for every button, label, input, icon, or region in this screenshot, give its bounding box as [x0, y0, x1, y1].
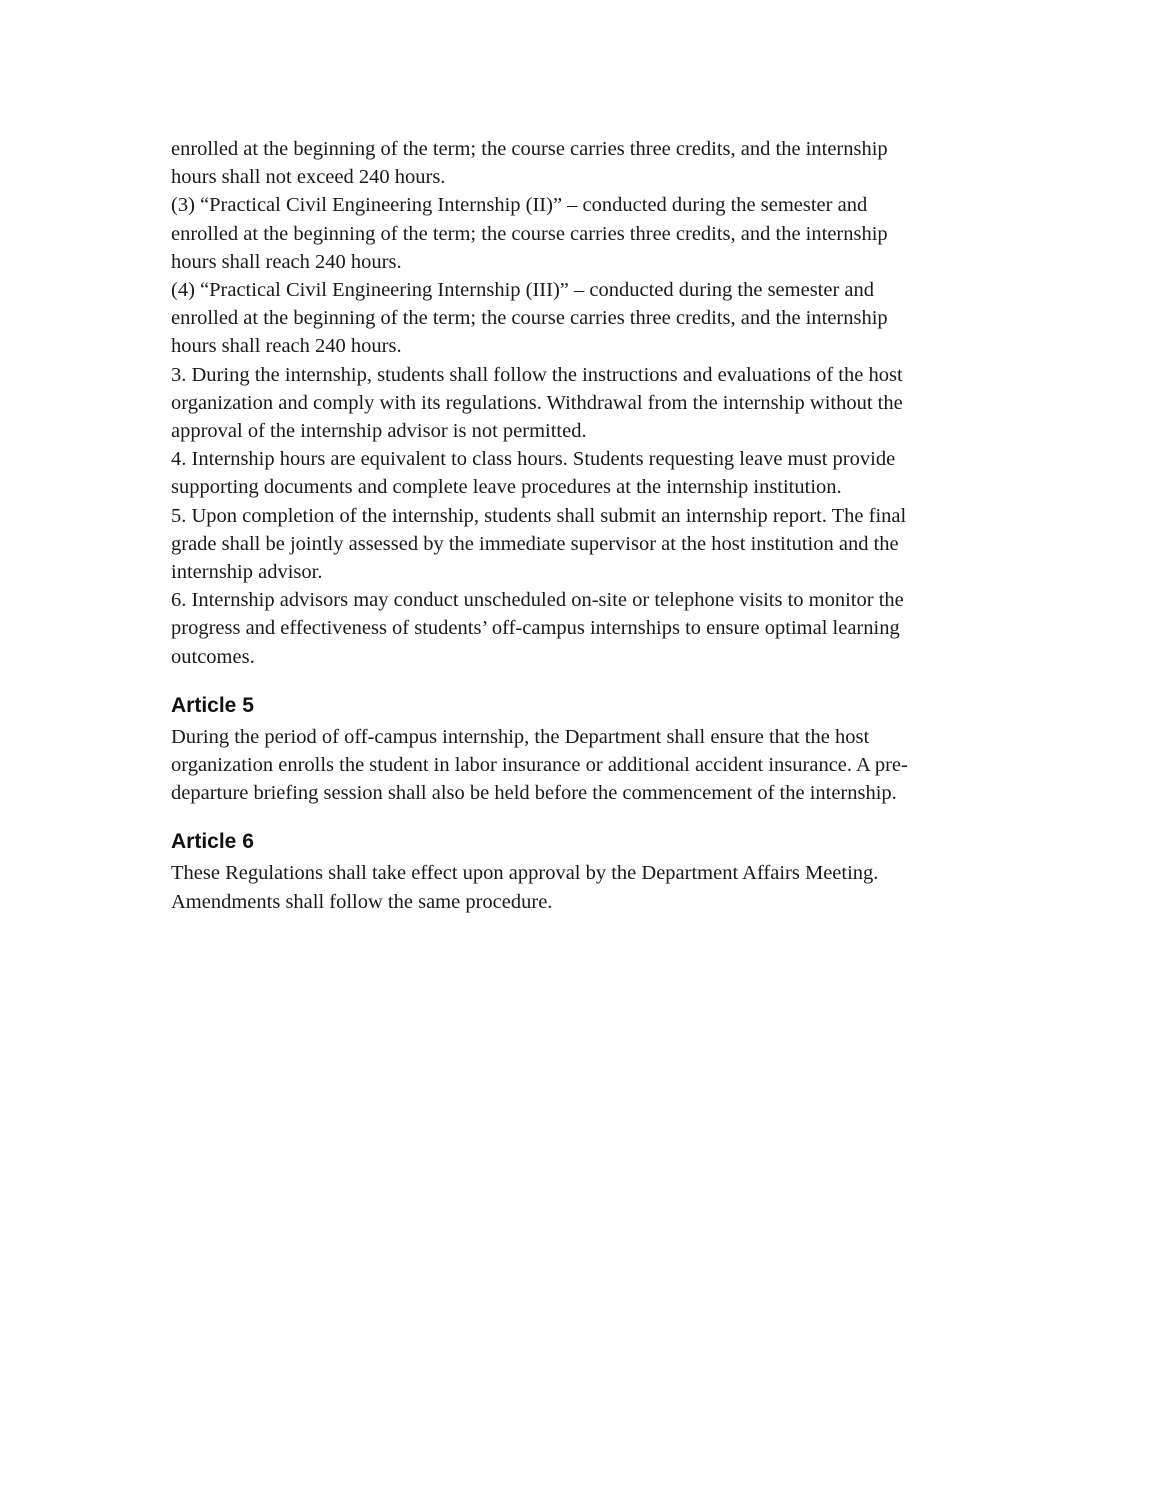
text-line: internship advisor. [171, 561, 323, 584]
text-line: These Regulations shall take effect upon approval by the Department Affairs Meeting. [171, 862, 879, 885]
text-line: 5. Upon completion of the internship, students shall submit an internship report. The final [171, 504, 907, 527]
text-line: 6. Internship advisors may conduct unscheduled on-site or telephone visits to monitor the [171, 589, 904, 612]
text-line: organization enrolls the student in labor insurance or additional accident insurance. A pre- [171, 754, 908, 777]
text-line: (4) “Practical Civil Engineering Internship (III)” – conducted during the semester and [171, 279, 875, 302]
text-line: progress and effectiveness of students’ off-campus internships to ensure optimal learning [171, 617, 900, 640]
text-line: supporting documents and complete leave procedures at the internship institution. [171, 476, 842, 499]
text-line: (3) “Practical Civil Engineering Internship (II)” – conducted during the semester and [171, 194, 868, 217]
article-5-body [171, 723, 1001, 808]
article-5-heading: Article 5 [171, 693, 254, 717]
text-line: organization and comply with its regulations. Withdrawal from the internship without the [171, 391, 903, 414]
text-line: departure briefing session shall also be held before the commencement of the internship. [171, 782, 897, 805]
document-body [171, 135, 1001, 916]
text-line: grade shall be jointly assessed by the immediate supervisor at the host institution and the [171, 532, 899, 555]
text-line: hours shall reach 240 hours. [171, 250, 402, 273]
text-line: hours shall reach 240 hours. [171, 335, 402, 358]
text-line: During the period of off-campus internship, the Department shall ensure that the host [171, 725, 870, 748]
article-4-continuation [171, 135, 1001, 671]
article-6-body [171, 859, 1001, 915]
text-line: 3. During the internship, students shall follow the instructions and evaluations of the host [171, 363, 903, 386]
text-line: enrolled at the beginning of the term; the course carries three credits, and the internship [171, 138, 888, 160]
text-line: outcomes. [171, 645, 255, 668]
text-line: hours shall not exceed 240 hours. [171, 166, 446, 189]
article-6-heading: Article 6 [171, 830, 254, 854]
text-line: enrolled at the beginning of the term; the course carries three credits, and the internship [171, 222, 888, 245]
text-line: Amendments shall follow the same procedure. [171, 890, 553, 913]
text-line: 4. Internship hours are equivalent to class hours. Students requesting leave must provide [171, 448, 896, 471]
text-line: enrolled at the beginning of the term; the course carries three credits, and the internship [171, 307, 888, 330]
text-line: approval of the internship advisor is not permitted. [171, 420, 587, 443]
